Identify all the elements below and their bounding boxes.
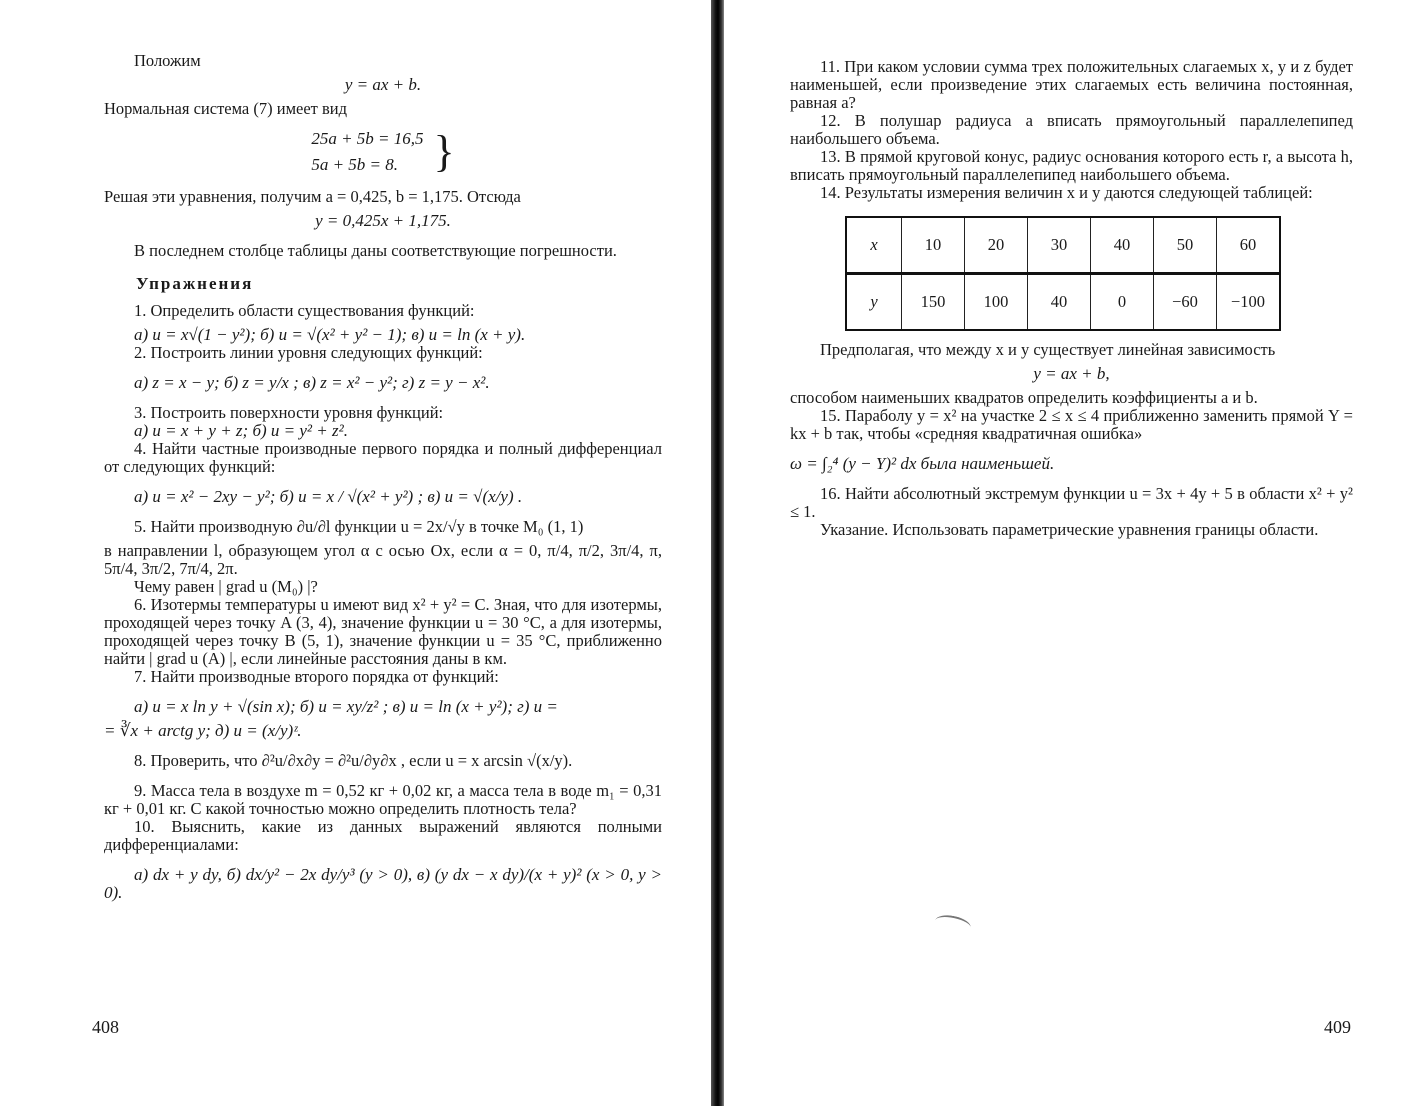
exercise-10-items: а) dx + y dy, б) dx/y² − 2x dy/y³ (y > 0), в) (y dx − x dy)/(x + y)² (x > 0, y > 0).	[104, 865, 662, 902]
exercise-2-items: а) z = x − y; б) z = y/x ; в) z = x² − y²; г) z = y − x².	[134, 373, 490, 392]
table-row-x	[846, 217, 1280, 274]
intro-text: Положим	[134, 51, 201, 70]
exercise-3-items: а) u = x + y + z; б) u = y² + z².	[134, 421, 348, 440]
formula-model: y = ax + b.	[344, 75, 422, 94]
table-row-y	[846, 274, 1280, 331]
exercise-12: 12. В полушар радиуса a вписать прямоугольный параллелепипед наибольшего объема.	[790, 111, 1353, 148]
exercise-15-a: 15. Параболу y = x² на участке 2 ≤ x ≤ 4 приближенно заменить прямой Y = kx + b так, чтобы «средняя квадратичная ошибка»	[790, 406, 1353, 443]
exercise-13: 13. В прямой круговой конус, радиус основания которого есть r, а высота h, вписать прямоугольный параллелепипед наибольшего объема.	[790, 147, 1353, 184]
exercise-7-items-b: = ∛x + arctg y; д) u = (x/y)ᶻ.	[104, 721, 302, 740]
table-cell: 10	[902, 217, 965, 274]
right-page	[724, 0, 1423, 1106]
normal-system-text: Нормальная система (7) имеет вид	[104, 99, 348, 118]
table-cell: 40	[1028, 274, 1091, 331]
exercise-3: 3. Построить поверхности уровня функций:	[134, 403, 444, 422]
exercise-4-items: а) u = x² − 2xy − y²; б) u = x / √(x² + y²) ; в) u = √(x/y) .	[134, 487, 523, 506]
exercise-4: 4. Найти частные производные первого порядка и полный дифференциал от следующих функций:	[104, 439, 662, 476]
table-cell: 150	[902, 274, 965, 331]
exercise-7-items-a: а) u = x ln y + √(sin x); б) u = xy/z² ; в) u = ln (x + y²); г) u =	[134, 697, 558, 716]
exercise-8: 8. Проверить, что ∂²u/∂x∂y = ∂²u/∂y∂x , если u = x arcsin √(x/y).	[134, 751, 573, 770]
table-cell: 20	[965, 217, 1028, 274]
table-cell: −100	[1217, 274, 1281, 331]
solving-text: Решая эти уравнения, получим a = 0,425, b = 1,175. Отсюда	[104, 187, 521, 206]
exercises-heading: Упражнения	[136, 274, 254, 293]
page-number-right: 409	[1324, 1017, 1351, 1037]
exercise-6: 6. Изотермы температуры u имеют вид x² + y² = C. Зная, что для изотермы, проходящей через точку A (3, 4), значение функции u = 30 °C, а для изотермы, проходящей через точку B (5, 1), значение функции u = 35 °C, приближенно найти | grad u (A) |, если линейные расстояния даны в км.	[104, 595, 662, 668]
exercise-1: 1. Определить области существования функций:	[134, 301, 475, 320]
page-number-left: 408	[92, 1017, 119, 1037]
exercise-5-c: Чему равен | grad u (M₀) |?	[134, 577, 318, 596]
table-cell: 60	[1217, 217, 1281, 274]
measurement-table	[845, 216, 1281, 331]
book-spine	[711, 0, 724, 1106]
exercise-1-items: а) u = x√(1 − y²); б) u = √(x² + y² − 1); в) u = ln (x + y).	[134, 325, 526, 344]
brace-icon: }	[433, 127, 455, 176]
last-column-text: В последнем столбце таблицы даны соответствующие погрешности.	[134, 241, 617, 260]
exercise-9: 9. Масса тела в воздухе m = 0,52 кг + 0,02 кг, а масса тела в воде m₁ = 0,31 кг + 0,01 кг. С какой точностью можно определить плотность тела?	[104, 781, 662, 818]
exercise-5-a: 5. Найти производную ∂u/∂l функции u = 2x/√y в точке M₀ (1, 1)	[134, 517, 584, 536]
exercise-14-assumption: Предполагая, что между x и y существует линейная зависимость	[820, 340, 1276, 359]
table-y-label: y	[846, 274, 902, 331]
table-cell: 40	[1091, 217, 1154, 274]
exercise-11: 11. При каком условии сумма трех положительных слагаемых x, y и z будет наименьшей, если произведение этих слагаемых есть величина постоянная, равная a?	[790, 57, 1353, 112]
exercise-14-formula: y = ax + b,	[1033, 364, 1110, 383]
table-cell: 100	[965, 274, 1028, 331]
exercise-14: 14. Результаты измерения величин x и y даются следующей таблицей:	[820, 183, 1313, 202]
exercise-7: 7. Найти производные второго порядка от функций:	[134, 667, 499, 686]
exercise-16: 16. Найти абсолютный экстремум функции u = 3x + 4y + 5 в области x² + y² ≤ 1.	[790, 484, 1353, 521]
equation-system	[104, 126, 662, 178]
hint-text: Указание. Использовать параметрические уравнения границы области.	[820, 520, 1319, 539]
exercise-5-b: в направлении l, образующем угол α с осью Ox, если α = 0, π/4, π/2, 3π/4, π, 5π/4, 3π/2, 7π/4, 2π.	[104, 541, 662, 578]
exercise-2: 2. Построить линии уровня следующих функций:	[134, 343, 483, 362]
table-cell: −60	[1154, 274, 1217, 331]
formula-result: y = 0,425x + 1,175.	[315, 211, 451, 230]
table-x-label: x	[846, 217, 902, 274]
table-cell: 0	[1091, 274, 1154, 331]
system-line-1: 25a + 5b = 16,5	[311, 129, 424, 148]
exercise-14-end: способом наименьших квадратов определить коэффициенты a и b.	[790, 388, 1258, 407]
system-line-2: 5a + 5b = 8.	[311, 155, 399, 174]
table-cell: 50	[1154, 217, 1217, 274]
exercise-15-b: ω = ∫₂⁴ (y − Y)² dx была наименьшей.	[790, 454, 1055, 473]
exercise-10: 10. Выяснить, какие из данных выражений являются полными дифференциалами:	[104, 817, 662, 854]
table-cell: 30	[1028, 217, 1091, 274]
